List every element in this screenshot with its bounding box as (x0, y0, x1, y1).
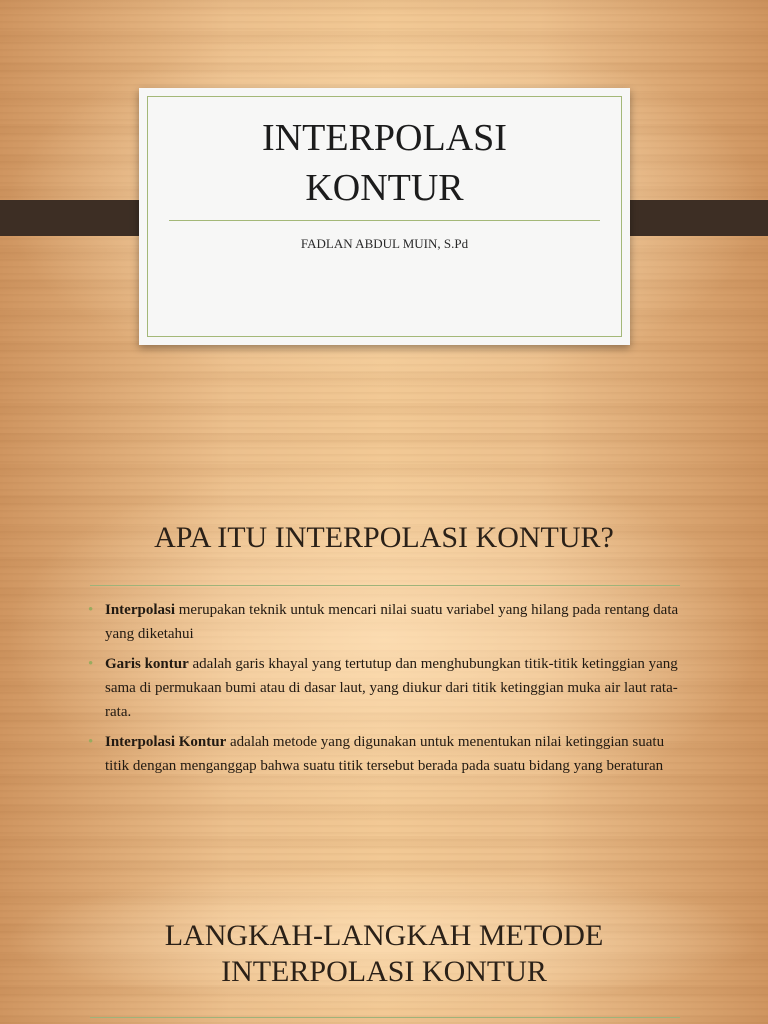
title-card (139, 88, 630, 345)
heading-divider (90, 1017, 680, 1018)
bullet-item-interpolasi-kontur (88, 730, 688, 778)
decorative-strip-left (0, 200, 156, 236)
slide-3 (0, 861, 768, 1024)
bullet-term: Interpolasi (105, 602, 176, 618)
heading-divider (90, 585, 680, 586)
title-divider (169, 220, 600, 221)
bullet-list (88, 598, 688, 784)
bullet-icon: • (88, 734, 94, 750)
slide-heading: APA ITU INTERPOLASI KONTUR? (154, 521, 614, 554)
bullet-term: Garis kontur (105, 656, 189, 672)
bullet-term: Interpolasi Kontur (105, 734, 227, 750)
bullet-text: adalah garis khayal yang tertutup dan menghubungkan titik-titik ketinggian yang sama di permukaan bumi atau di dasar laut, yang diukur dari titik ketinggian muka air laut rata-rata. (105, 656, 678, 720)
slide-1 (0, 0, 768, 433)
bullet-item-garis-kontur (88, 652, 688, 724)
presentation-title: INTERPOLASI KONTUR (262, 117, 507, 209)
bullet-icon: • (88, 602, 94, 618)
bullet-item-interpolasi (88, 598, 688, 646)
author-name: FADLAN ABDUL MUIN, S.Pd (300, 236, 469, 251)
decorative-strip-right (612, 200, 768, 236)
bullet-text: adalah metode yang digunakan untuk menentukan nilai ketinggian suatu titik dengan menganggap bahwa suatu titik tersebut berada pada suatu bidang yang beraturan (105, 734, 665, 774)
slide-2 (0, 433, 768, 861)
bullet-text: merupakan teknik untuk mencari nilai suatu variabel yang hilang pada rentang data yang diketahui (105, 602, 679, 642)
bullet-icon: • (88, 656, 94, 672)
slide-heading: LANGKAH-LANGKAH METODE INTERPOLASI KONTUR (164, 919, 604, 988)
